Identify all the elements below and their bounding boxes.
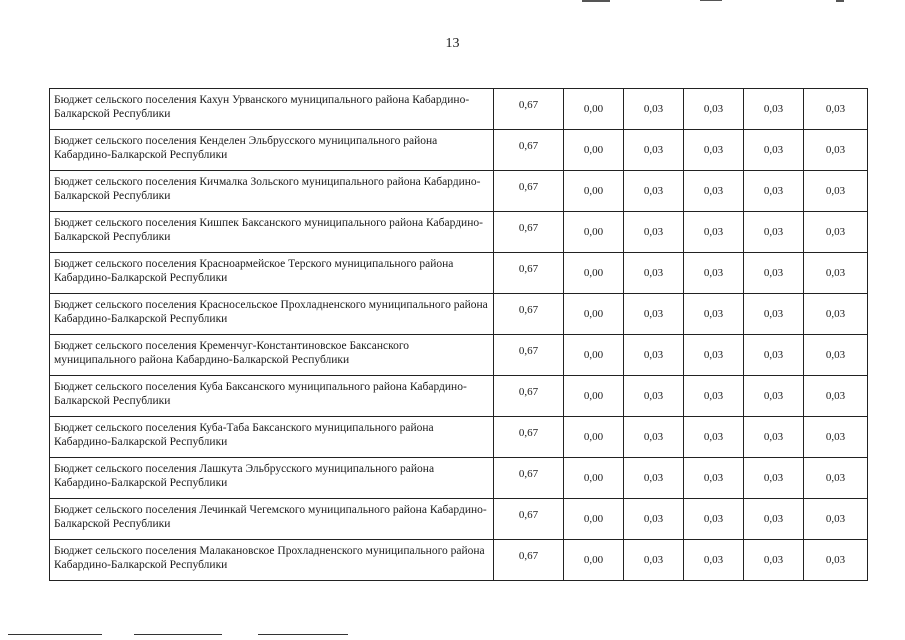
value-cell: 0,00 (564, 89, 624, 130)
table-row (50, 540, 868, 581)
budget-name-cell: Бюджет сельского поселения Лечинкай Чегемского муниципального района Кабардино-Балкарской Республики (50, 499, 494, 540)
value-cell: 0,00 (564, 335, 624, 376)
budget-name-cell: Бюджет сельского поселения Красноармейское Терского муниципального района Кабардино-Балкарской Республики (50, 253, 494, 294)
value-cell: 0,03 (684, 540, 744, 581)
table-row (50, 499, 868, 540)
value-cell: 0,67 (494, 499, 564, 540)
value-cell: 0,67 (494, 171, 564, 212)
value-cell: 0,03 (684, 417, 744, 458)
value-cell: 0,03 (804, 417, 868, 458)
value-cell: 0,00 (564, 171, 624, 212)
value-cell: 0,00 (564, 212, 624, 253)
value-cell: 0,03 (684, 335, 744, 376)
value-cell: 0,03 (804, 540, 868, 581)
value-cell: 0,03 (744, 458, 804, 499)
value-cell: 0,00 (564, 499, 624, 540)
top-edge-mark (836, 0, 844, 2)
table-row (50, 171, 868, 212)
value-cell: 0,03 (804, 458, 868, 499)
value-cell: 0,00 (564, 540, 624, 581)
value-cell: 0,03 (684, 130, 744, 171)
value-cell: 0,67 (494, 253, 564, 294)
value-cell: 0,03 (744, 253, 804, 294)
value-cell: 0,03 (684, 171, 744, 212)
value-cell: 0,03 (804, 499, 868, 540)
value-cell: 0,03 (744, 335, 804, 376)
value-cell: 0,03 (744, 171, 804, 212)
value-cell: 0,03 (744, 89, 804, 130)
value-cell: 0,03 (684, 458, 744, 499)
budget-name-cell: Бюджет сельского поселения Кишпек Баксанского муниципального района Кабардино-Балкарской Республики (50, 212, 494, 253)
footer-rule (8, 634, 102, 635)
table-row (50, 417, 868, 458)
value-cell: 0,03 (804, 130, 868, 171)
value-cell: 0,03 (624, 499, 684, 540)
budget-name-cell: Бюджет сельского поселения Кременчуг-Константиновское Баксанского муниципального района Кабардино-Балкарской Республики (50, 335, 494, 376)
budget-name-cell: Бюджет сельского поселения Красносельское Прохладненского муниципального района Кабардино-Балкарской Республики (50, 294, 494, 335)
budget-name-cell: Бюджет сельского поселения Куба-Таба Баксанского муниципального района Кабардино-Балкарской Республики (50, 417, 494, 458)
budget-name-cell: Бюджет сельского поселения Лашкута Эльбрусского муниципального района Кабардино-Балкарской Республики (50, 458, 494, 499)
value-cell: 0,03 (684, 376, 744, 417)
value-cell: 0,67 (494, 130, 564, 171)
value-cell: 0,00 (564, 253, 624, 294)
value-cell: 0,03 (804, 89, 868, 130)
value-cell: 0,03 (744, 130, 804, 171)
page-number: 13 (445, 36, 460, 51)
value-cell: 0,67 (494, 376, 564, 417)
budget-table-body (50, 89, 868, 581)
value-cell: 0,00 (564, 458, 624, 499)
table-row (50, 294, 868, 335)
value-cell: 0,03 (804, 294, 868, 335)
value-cell: 0,03 (624, 294, 684, 335)
value-cell: 0,03 (624, 376, 684, 417)
value-cell: 0,00 (564, 130, 624, 171)
table-row (50, 458, 868, 499)
value-cell: 0,03 (744, 294, 804, 335)
budget-name-cell: Бюджет сельского поселения Кичмалка Зольского муниципального района Кабардино-Балкарской Республики (50, 171, 494, 212)
value-cell: 0,03 (624, 335, 684, 376)
value-cell: 0,03 (624, 540, 684, 581)
value-cell: 0,03 (684, 89, 744, 130)
value-cell: 0,67 (494, 417, 564, 458)
value-cell: 0,67 (494, 212, 564, 253)
value-cell: 0,03 (684, 212, 744, 253)
value-cell: 0,03 (744, 212, 804, 253)
value-cell: 0,03 (624, 417, 684, 458)
budget-name-cell: Бюджет сельского поселения Куба Баксанского муниципального района Кабардино-Балкарской Республики (50, 376, 494, 417)
budget-name-cell: Бюджет сельского поселения Малакановское Прохладненского муниципального района Кабардино-Балкарской Республики (50, 540, 494, 581)
value-cell: 0,03 (744, 417, 804, 458)
value-cell: 0,03 (624, 130, 684, 171)
budget-table (49, 88, 868, 581)
value-cell: 0,03 (804, 376, 868, 417)
table-row (50, 335, 868, 376)
value-cell: 0,03 (624, 171, 684, 212)
value-cell: 0,03 (744, 499, 804, 540)
value-cell: 0,03 (684, 499, 744, 540)
footer-rule (258, 634, 348, 635)
budget-name-cell: Бюджет сельского поселения Кенделен Эльбрусского муниципального района Кабардино-Балкарской Республики (50, 130, 494, 171)
value-cell: 0,03 (744, 376, 804, 417)
value-cell: 0,00 (564, 376, 624, 417)
table-row (50, 253, 868, 294)
value-cell: 0,03 (624, 253, 684, 294)
table-row (50, 212, 868, 253)
value-cell: 0,67 (494, 458, 564, 499)
footer-rule (134, 634, 222, 635)
top-edge-mark (700, 0, 722, 1)
value-cell: 0,03 (804, 335, 868, 376)
top-edge-mark (582, 0, 610, 2)
value-cell: 0,03 (684, 294, 744, 335)
value-cell: 0,00 (564, 417, 624, 458)
value-cell: 0,67 (494, 294, 564, 335)
value-cell: 0,03 (624, 89, 684, 130)
value-cell: 0,03 (624, 212, 684, 253)
value-cell: 0,03 (804, 171, 868, 212)
value-cell: 0,00 (564, 294, 624, 335)
value-cell: 0,03 (624, 458, 684, 499)
table-row (50, 130, 868, 171)
value-cell: 0,03 (804, 253, 868, 294)
budget-name-cell: Бюджет сельского поселения Кахун Урванского муниципального района Кабардино-Балкарской Республики (50, 89, 494, 130)
table-row (50, 89, 868, 130)
value-cell: 0,03 (684, 253, 744, 294)
value-cell: 0,67 (494, 335, 564, 376)
value-cell: 0,03 (804, 212, 868, 253)
value-cell: 0,03 (744, 540, 804, 581)
table-row (50, 376, 868, 417)
value-cell: 0,67 (494, 89, 564, 130)
value-cell: 0,67 (494, 540, 564, 581)
